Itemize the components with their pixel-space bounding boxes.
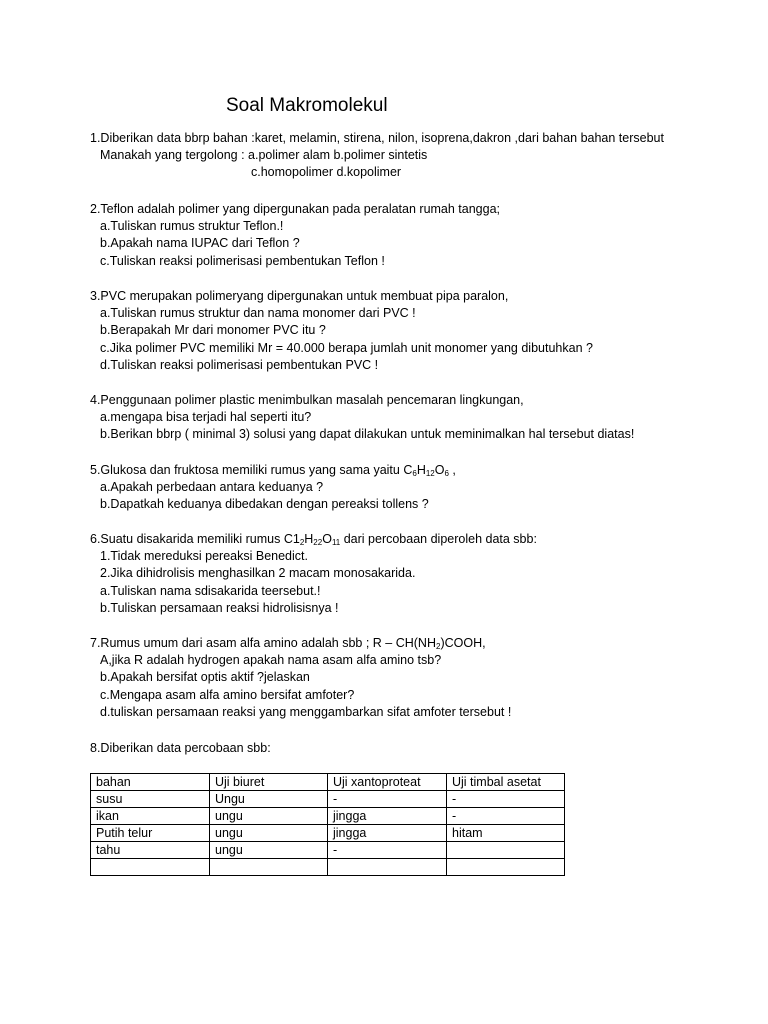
question-2-part-b: b.Apakah nama IUPAC dari Teflon ? [100, 236, 300, 251]
question-1-options-row-1 [90, 147, 664, 164]
table-cell: tahu [91, 842, 210, 859]
table-row [91, 808, 565, 825]
question-3-text: 3.PVC merupakan polimeryang dipergunakan untuk membuat pipa paralon, [90, 289, 509, 303]
question-6-item-1: 1.Tidak mereduksi pereaksi Benedict. [100, 549, 308, 564]
table-cell [328, 859, 447, 876]
question-6 [90, 531, 537, 617]
question-2 [90, 201, 500, 270]
question-7-part-d: d.tuliskan persamaan reaksi yang menggambarkan sifat amfoter tersebut ! [100, 704, 512, 719]
option-d: d.kopolimer [336, 165, 402, 180]
option-b: b.polimer sintetis [333, 148, 428, 163]
question-5 [90, 462, 456, 514]
option-c: c.homopolimer [251, 165, 333, 180]
question-6-text: 6.Suatu disakarida memiliki rumus $C1_2H_{22}O_{11}$ dari percobaan diperoleh data sbb: [90, 532, 537, 547]
document-title: Soal Makromolekul [226, 95, 388, 116]
table-cell: hitam [447, 825, 565, 842]
question-4 [90, 392, 634, 444]
question-4-text: 4.Penggunaan polimer plastic menimbulkan masalah pencemaran lingkungan, [90, 393, 524, 407]
question-7-text: 7.Rumus umum dari asam alfa amino adalah sbb ; R – $CH(NH_2)COOH$, [90, 636, 486, 651]
question-1 [90, 130, 664, 182]
option-a: Manakah yang tergolong : a.polimer alam [100, 148, 330, 163]
table-header-cell: Uji timbal asetat [447, 774, 565, 791]
table-cell: - [328, 842, 447, 859]
table-row [91, 825, 565, 842]
question-2-part-a: a.Tuliskan rumus struktur Teflon.! [100, 219, 284, 234]
question-8 [90, 740, 271, 757]
question-7-part-c: c.Mengapa asam alfa amino bersifat amfoter? [100, 687, 355, 702]
table-header-row [91, 774, 565, 791]
question-6-part-a: a.Tuliskan nama sdisakarida teersebut.! [100, 583, 321, 598]
table-cell [447, 859, 565, 876]
question-7-part-b: b.Apakah bersifat optis aktif ?jelaskan [100, 670, 310, 685]
table-header-cell: Uji xantoproteat [328, 774, 447, 791]
table-cell: ungu [210, 825, 328, 842]
question-6-item-2: 2.Jika dihidrolisis menghasilkan 2 macam monosakarida. [100, 566, 416, 581]
table-row [91, 791, 565, 808]
question-1-options-row-2 [90, 164, 664, 181]
question-5-part-a: a.Apakah perbedaan antara keduanya ? [100, 480, 324, 495]
question-7 [90, 635, 511, 721]
question-3-part-c: c.Jika polimer PVC memiliki Mr = 40.000 berapa jumlah unit monomer yang dibutuhkan ? [100, 340, 593, 355]
table-cell [210, 859, 328, 876]
question-7-part-a: A,jika R adalah hydrogen apakah nama asam alfa amino tsb? [100, 653, 442, 668]
experiment-data-table [90, 773, 565, 876]
question-6-part-b: b.Tuliskan persamaan reaksi hidrolisisnya ! [100, 600, 339, 615]
table-cell: Putih telur [91, 825, 210, 842]
table-row [91, 842, 565, 859]
table-cell: - [447, 791, 565, 808]
question-8-text: 8.Diberikan data percobaan sbb: [90, 741, 271, 755]
table-header-cell: bahan [91, 774, 210, 791]
table-cell: - [447, 808, 565, 825]
question-3-part-d: d.Tuliskan reaksi polimerisasi pembentukan PVC ! [100, 357, 379, 372]
question-4-part-b: b.Berikan bbrp ( minimal 3) solusi yang dapat dilakukan untuk meminimalkan hal tersebut diatas! [100, 427, 635, 442]
table-cell: jingga [328, 825, 447, 842]
table-header-cell: Uji biuret [210, 774, 328, 791]
table-cell: ungu [210, 842, 328, 859]
question-4-part-a: a.mengapa bisa terjadi hal seperti itu? [100, 410, 312, 425]
question-2-part-c: c.Tuliskan reaksi polimerisasi pembentukan Teflon ! [100, 253, 385, 268]
table-cell [91, 859, 210, 876]
question-3-part-a: a.Tuliskan rumus struktur dan nama monomer dari PVC ! [100, 306, 416, 321]
question-5-text: 5.Glukosa dan fruktosa memiliki rumus yang sama yaitu $C_6H_{12}O_6$ , [90, 463, 456, 478]
question-3-part-b: b.Berapakah Mr dari monomer PVC itu ? [100, 323, 326, 338]
table-cell: - [328, 791, 447, 808]
table-cell: susu [91, 791, 210, 808]
table-cell: ungu [210, 808, 328, 825]
question-3 [90, 288, 593, 374]
question-1-text: 1.Diberikan data bbrp bahan :karet, melamin, stirena, nilon, isoprena,dakron ,dari bahan bahan tersebut [90, 131, 664, 145]
table-cell: ikan [91, 808, 210, 825]
question-2-text: 2.Teflon adalah polimer yang dipergunakan pada peralatan rumah tangga; [90, 202, 501, 216]
table-cell: jingga [328, 808, 447, 825]
table-cell [447, 842, 565, 859]
table-cell: Ungu [210, 791, 328, 808]
table-row [91, 859, 565, 876]
question-5-part-b: b.Dapatkah keduanya dibedakan dengan pereaksi tollens ? [100, 497, 429, 512]
